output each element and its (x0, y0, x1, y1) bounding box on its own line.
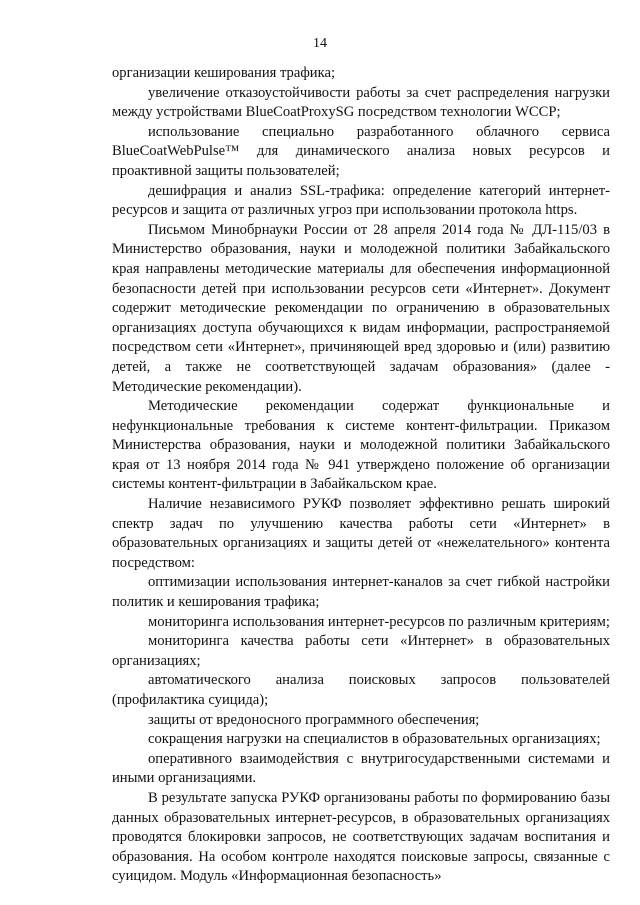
page-number: 14 (313, 36, 327, 51)
paragraph-ministry-letter: Письмом Минобрнауки России от 28 апреля 2014 года № ДЛ-115/03 в Министерство образования, науки и молодежной политики Забайкальского края направлены методические материалы для обеспечения информационной безопасности детей при использовании ресурсов сети «Интернет». Документ содержит методические рекомендации по ограничению в образовательных организациях доступа обучающихся к видам информации, распространяемой посредством сети «Интернет», причиняющей вред здоровью и (или) развитию детей, а также не соответствующей задачам образования» (далее - Методические рекомендации). (112, 221, 610, 395)
paragraph-rukf-tasks: Наличие независимого РУКФ позволяет эффективно решать широкий спектр задач по улучшению качества работы сети «Интернет» в образовательных организациях и защиты детей от «нежелательного» контента посредством: (112, 496, 610, 571)
list-item-channel-optimization: оптимизации использования интернет-каналов за счет гибкой настройки политик и кеширования трафика; (112, 574, 610, 611)
body-text (112, 64, 610, 887)
list-item-search-analysis: автоматического анализа поисковых запросов пользователей (профилактика суицида); (112, 672, 610, 708)
list-item-cooperation: оперативного взаимодействия с внутригосударственными системами и иными организациями. (112, 750, 610, 787)
paragraph-results: В результате запуска РУКФ организованы работы по формированию базы данных образовательных интернет-ресурсов, в образовательных организациях проводятся блокировки запросов, не соответствующих задачам воспитания и образования. На особом контроле находятся поисковые запросы, связанные с суицидом. Модуль «Информационная безопасность» (112, 789, 610, 885)
list-item-resource-monitoring: мониторинга использования интернет-ресурсов по различным критериям; (148, 613, 610, 630)
list-item-quality-monitoring: мониторинга качества работы сети «Интернет» в образовательных организациях; (112, 633, 610, 669)
paragraph-fault-tolerance: увеличение отказоустойчивости работы за счет распределения нагрузки между устройствами BlueCoatProxySG посредством технологии WCCP; (112, 84, 610, 121)
paragraph-continuation: организации кеширования трафика; (112, 65, 335, 81)
paragraph-recommendations: Методические рекомендации содержат функциональные и нефункциональные требования к системе контент-фильтрации. Приказом Министерства образования, науки и молодежной политики Забайкальского края от 13 ноября 2014 года № 941 утверждено положение об организации системы контент-фильтрации в Забайкальском крае. (112, 398, 610, 493)
paragraph-ssl-decryption: дешифрация и анализ SSL-трафика: определение категорий интернет-ресурсов и защита от различных угроз при использовании протокола https. (112, 182, 610, 219)
paragraph-cloud-service: использование специально разработанного облачного сервиса BlueCoatWebPulse™ для динамического анализа новых ресурсов и проактивной защиты пользователей; (112, 123, 610, 179)
list-item-workload-reduction: сокращения нагрузки на специалистов в образовательных организациях; (148, 731, 601, 748)
list-item-malware-protection: защиты от вредоносного программного обеспечения; (148, 711, 480, 728)
